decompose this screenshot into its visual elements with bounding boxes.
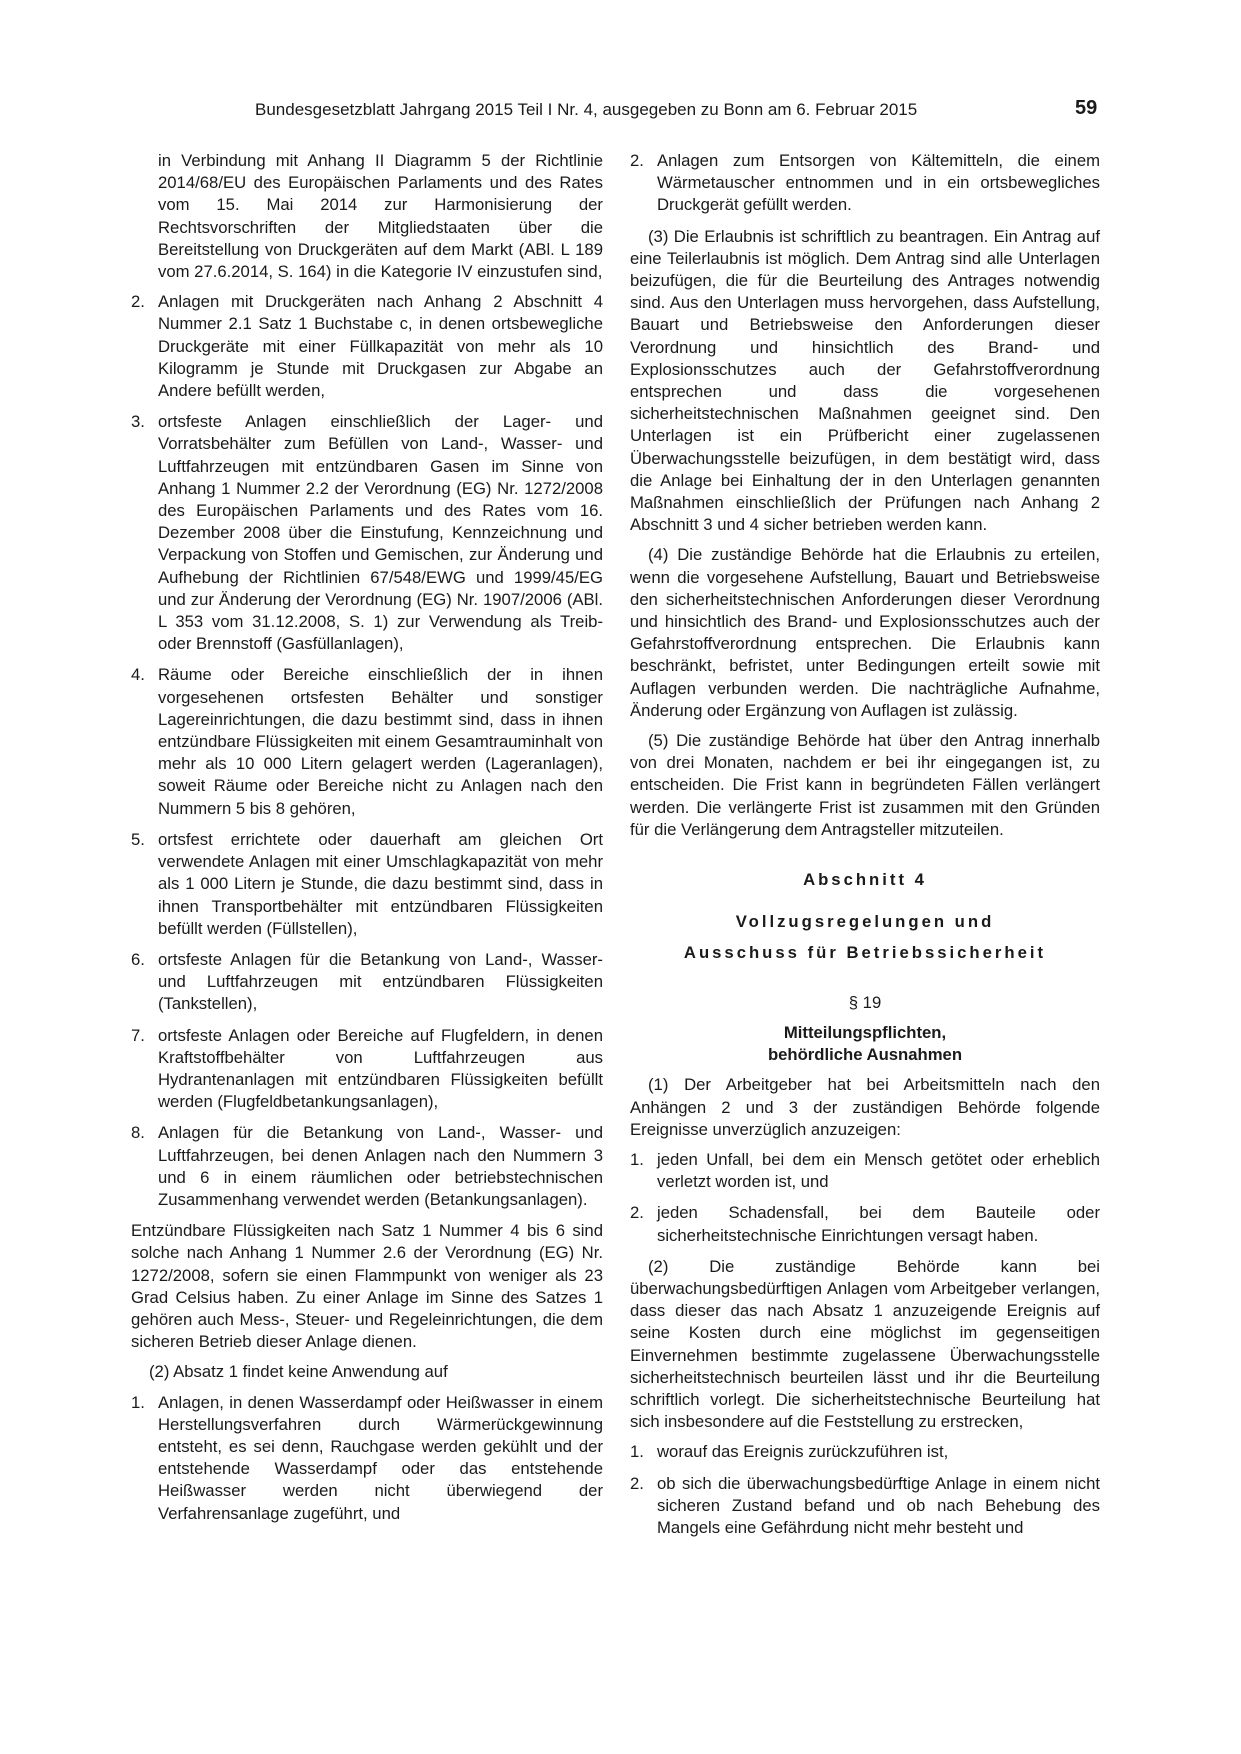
list-item (630, 1473, 1100, 1540)
list-number: 8. (131, 1123, 145, 1143)
list-item (630, 1441, 1100, 1463)
paragraph-text: Entzündbare Flüssigkeiten nach Satz 1 Nummer 4 bis 6 sind solche nach Anhang 1 Nummer 2.6 der Verordnung (EG) Nr. 1272/2008, sofern sie einen Flammpunkt von weniger als 23 Grad Celsius haben. Zu einer Anlage im Sinne des Satzes 1 gehören auch Mess-, Steuer- und Regeleinrichtungen, die dem sicheren Betrieb dieser Anlage dienen. (131, 1221, 603, 1352)
paragraph-text: (2) Die zuständige Behörde kann bei überwachungsbedürftigen Anlagen vom Arbeitgeber verlangen, dass dieser das nach Absatz 1 anzuzeigende Ereignis auf seine Kosten durch eine möglichst im gegenseitigen Einvernehmen bestimmte zugelassene Überwachungsstelle sicherheitstechnisch beurteilen lässt und ihr die Beurteilung schriftlich vorlegt. Die sicherheitstechnische Beurteilung hat sich insbesondere auf die Feststellung zu erstrecken, (630, 1256, 1100, 1432)
list-text: Räume oder Bereiche einschließlich der in ihnen vorgesehenen ortsfesten Behälter und sonstiger Lagereinrichtungen, die dazu bestimmt sind, dass in ihnen entzündbare Flüssigkeiten mit einem Gesamtrauminhalt von mehr als 10 000 Litern gelagert werden (Lageranlagen), soweit Räume oder Bereiche nicht zu Anlagen nach den Nummern 5 bis 8 gehören, (158, 665, 603, 818)
header-title: Bundesgesetzblatt Jahrgang 2015 Teil I Nr. 4, ausgegeben zu Bonn am 6. Februar 2015 (255, 100, 918, 119)
list-item (131, 1025, 603, 1114)
paragraph-sign: § 19 (848, 992, 882, 1012)
list-number: 5. (131, 829, 145, 849)
list-text: jeden Schadensfall, bei dem Bauteile oder sicherheitstechnische Einrichtungen versagt haben. (657, 1203, 1100, 1245)
continued-item-text: in Verbindung mit Anhang II Diagramm 5 der Richtlinie 2014/68/EU des Europäischen Parlaments und des Rates vom 15. Mai 2014 zur Harmonisierung der Rechtsvorschriften der Mitgliedstaaten über die Bereitstellung von Druckgeräten auf dem Markt (ABl. L 189 vom 27.6.2014, S. 164) in die Kategorie IV einzustufen sind, (158, 151, 603, 282)
right-column (630, 150, 1100, 1548)
list-item (630, 1202, 1100, 1246)
list-text: ortsfeste Anlagen oder Bereiche auf Flugfeldern, in denen Kraftstoffbehälter von Luftfahrzeugen aus Hydrantenanlagen mit entzündbaren Flüssigkeiten befüllt werden (Flugfeldbetankungsanlagen), (158, 1025, 603, 1112)
paragraph-text: (2) Absatz 1 findet keine Anwendung auf (149, 1362, 448, 1382)
list-number: 4. (131, 665, 145, 685)
section-title-line: Ausschuss für Betriebssicherheit (683, 942, 1047, 962)
section-label: Abschnitt 4 (803, 870, 927, 890)
list-number: 2. (131, 292, 145, 312)
paragraph-title-line: behördliche Ausnahmen (767, 1045, 963, 1065)
list-number: 6. (131, 949, 145, 969)
list-text: Anlagen, in denen Wasserdampf oder Heißwasser in einem Herstellungsverfahren durch Wärmerückgewinnung entsteht, es sei denn, Rauchgase werden gekühlt und der entstehende Wasserdampf oder das entstehende Heißwasser werden nicht überwiegend der Verfahrensanlage zugeführt, und (158, 1392, 603, 1523)
left-column (131, 150, 603, 1534)
list-text: ortsfeste Anlagen einschließlich der Lager- und Vorratsbehälter zum Befüllen von Land-, Wasser- und Luftfahrzeugen mit entzündbaren Gasen im Sinne von Anhang 1 Nummer 2.2 der Verordnung (EG) Nr. 1272/2008 des Europäischen Parlaments und des Rates vom 16. Dezember 2008 über die Einstufung, Kennzeichnung und Verpackung von Stoffen und Gemischen, zur Änderung und Aufhebung der Richtlinien 67/548/EWG und 1999/45/EG und zur Änderung der Verordnung (EG) Nr. 1907/2006 (ABl. L 353 vom 31.12.2008, S. 1) zur Verwendung als Treib- oder Brennstoff (Gasfüllanlagen), (158, 412, 603, 654)
paragraph-title-line: Mitteilungspflichten, (783, 1022, 947, 1042)
paragraph-text: (5) Die zuständige Behörde hat über den Antrag innerhalb von drei Monaten, nachdem er bei ihr eingegangen ist, zu entscheiden. Die Frist kann in begründeten Fällen verlängert werden. Die verlängerte Frist ist zusammen mit den Gründen für die Verlängerung dem Antragsteller mitzuteilen. (630, 731, 1100, 839)
list-number: 1. (630, 1149, 644, 1169)
list-text: worauf das Ereignis zurückzuführen ist, (657, 1442, 949, 1462)
paragraph-text: (1) Der Arbeitgeber hat bei Arbeitsmitteln nach den Anhängen 2 und 3 der zuständigen Behörde folgende Ereignisse unverzüglich anzuzeigen: (630, 1075, 1100, 1139)
list-text: ortsfest errichtete oder dauerhaft am gleichen Ort verwendete Anlagen mit einer Umschlagkapazität von mehr als 1 000 Litern je Stunde, die dazu bestimmt sind, dass in ihnen Transportbehälter mit entzündbaren Flüssigkeiten befüllt werden (Füllstellen), (158, 829, 603, 938)
list-text: Anlagen mit Druckgeräten nach Anhang 2 Abschnitt 4 Nummer 2.1 Satz 1 Buchstabe c, in denen ortsbewegliche Druckgeräte mit einer Füllkapazität von mehr als 10 Kilogramm je Stunde mit Druckgasen zur Abgabe an Andere befüllt werden, (158, 292, 603, 401)
list-item (630, 1149, 1100, 1193)
list-item (131, 949, 603, 1016)
paragraph-text: (4) Die zuständige Behörde hat die Erlaubnis zu erteilen, wenn die vorgesehene Aufstellung, Bauart und Betriebsweise den sicherheitstechnischen Anforderungen dieser Verordnung und hinsichtlich des Brand- und Explosionsschutzes auch der Gefahrstoffverordnung entsprechen. Die Erlaubnis kann beschränkt, befristet, unter Bedingungen erteilt sowie mit Auflagen verbunden werden. Die nachträgliche Aufnahme, Änderung oder Ergänzung von Auflagen ist zulässig. (630, 545, 1100, 720)
list-number: 7. (131, 1025, 145, 1045)
list-item (131, 1392, 603, 1525)
list-number: 2. (630, 1473, 644, 1493)
list-text: ortsfeste Anlagen für die Betankung von Land-, Wasser- und Luftfahrzeugen mit entzündbaren Flüssigkeiten (Tankstellen), (158, 949, 603, 1014)
list-item (131, 291, 603, 402)
page-number: 59 (1075, 97, 1098, 119)
list-item (131, 1122, 603, 1211)
paragraph-text: (3) Die Erlaubnis ist schriftlich zu beantragen. Ein Antrag auf eine Teilerlaubnis ist möglich. Dem Antrag sind alle Unterlagen beizufügen, die für die Beurteilung des Antrages notwendig sind. Aus den Unterlagen muss hervorgehen, dass Aufstellung, Bauart und Betriebsweise den Anforderungen dieser Verordnung und hinsichtlich des Brand- und Explosionsschutzes auch der Gefahrstoffverordnung entsprechen und dass die vorgesehenen sicherheitstechnischen Maßnahmen geeignet sind. Den Unterlagen ist ein Prüfbericht einer zugelassenen Überwachungsstelle beizufügen, in dem bestätigt wird, dass die Anlage bei Einhaltung der in den Unterlagen genannten Maßnahmen einschließlich der Prüfungen nach Anhang 2 Abschnitt 3 und 4 sicher betrieben werden kann. (630, 226, 1100, 535)
list-text: jeden Unfall, bei dem ein Mensch getötet oder erheblich verletzt worden ist, und (657, 1149, 1100, 1192)
list-number: 1. (630, 1442, 644, 1462)
list-text: ob sich die überwachungsbedürftige Anlage in einem nicht sicheren Zustand befand und ob nach Behebung des Mangels eine Gefährdung nicht mehr besteht und (657, 1473, 1100, 1537)
list-item (131, 411, 603, 655)
list-number: 2. (630, 151, 644, 170)
page-header (0, 97, 1241, 126)
list-number: 1. (131, 1392, 145, 1412)
section-title-line: Vollzugsregelungen und (735, 912, 995, 932)
list-number: 2. (630, 1203, 644, 1223)
list-text: Anlagen für die Betankung von Land-, Wasser- und Luftfahrzeugen, bei denen Anlagen nach den Nummern 3 und 6 in einem räumlichen oder betriebstechnischen Zusammenhang verwendet werden (Betankungsanlagen). (158, 1123, 603, 1209)
list-item (630, 150, 1100, 217)
list-text: Anlagen zum Entsorgen von Kältemitteln, die einem Wärmetauscher entnommen und in ein ortsbewegliches Druckgerät gefüllt werden. (657, 151, 1100, 215)
list-number: 3. (131, 412, 145, 432)
list-item (131, 664, 603, 819)
list-item (131, 829, 603, 940)
